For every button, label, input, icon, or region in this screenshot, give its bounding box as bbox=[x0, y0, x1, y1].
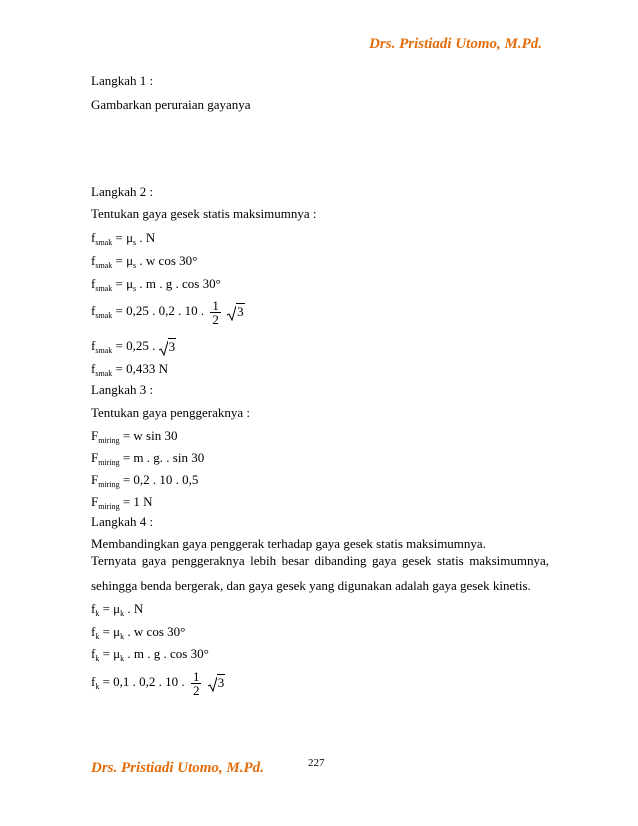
equation: $f_{smak} = \mu_s$ . N bbox=[91, 230, 156, 247]
equation: $f_{smak} = 0,25$ . 3 bbox=[91, 338, 176, 355]
step4-text: sehingga benda bergerak, dan gaya gesek yang digunakan adalah gaya gesek kinetis. bbox=[91, 578, 531, 593]
equation: $f_{smak} = 0,25$ . 0,2 . 10 . $\frac{1}{2}$ 3 bbox=[91, 297, 244, 327]
equation: $f_{smak} = 0,433$ N bbox=[91, 361, 168, 378]
equation: $f_k = 0,1$ . 0,2 . 10 . $\frac{1}{2}$ 3 bbox=[91, 668, 225, 698]
step2-text: Tentukan gaya gesek statis maksimumnya : bbox=[91, 206, 317, 221]
equation: $f_k = \mu_k$ . N bbox=[91, 601, 144, 618]
equation: $f_k = \mu_k$ . m . g . cos 30° bbox=[91, 646, 209, 663]
sqrt-symbol: 3 bbox=[208, 669, 226, 697]
step3-text: Tentukan gaya penggeraknya : bbox=[91, 405, 250, 420]
equation: $F_{miring} = 1$ N bbox=[91, 494, 153, 511]
step1-text: Gambarkan peruraian gayanya bbox=[91, 97, 251, 112]
step1-title: Langkah 1 : bbox=[91, 73, 154, 88]
sqrt-symbol: 3 bbox=[159, 339, 177, 356]
header-author: Drs. Pristiadi Utomo, M.Pd. bbox=[369, 36, 542, 52]
step2-title: Langkah 2 : bbox=[91, 184, 154, 199]
equation: $F_{miring} = 0,2$ . 10 . 0,5 bbox=[91, 472, 199, 489]
equation: $f_k = \mu_k$ . w cos 30° bbox=[91, 624, 186, 641]
equation: $f_{smak} = \mu_s$ . m . g . cos 30° bbox=[91, 276, 221, 293]
fraction: $\frac{1}{2}$ bbox=[192, 668, 200, 698]
footer-author: Drs. Pristiadi Utomo, M.Pd. bbox=[91, 760, 264, 776]
equation: $F_{miring} = w$ sin 30 bbox=[91, 428, 178, 445]
sqrt-symbol: 3 bbox=[227, 298, 245, 326]
equation: $f_{smak} = \mu_s$ . w cos 30° bbox=[91, 253, 198, 270]
step4-text: Membandingkan gaya penggerak terhadap gaya gesek statis maksimumnya. bbox=[91, 536, 486, 551]
step3-title: Langkah 3 : bbox=[91, 382, 154, 397]
fraction: $\frac{1}{2}$ bbox=[212, 297, 219, 327]
page-number: 227 bbox=[308, 757, 325, 769]
equation: $F_{miring} = m$ . g. . sin 30 bbox=[91, 450, 205, 467]
step4-text: Ternyata gaya penggeraknya lebih besar dibanding gaya gesek statis maksimumnya, bbox=[91, 553, 549, 568]
step4-title: Langkah 4 : bbox=[91, 514, 154, 529]
